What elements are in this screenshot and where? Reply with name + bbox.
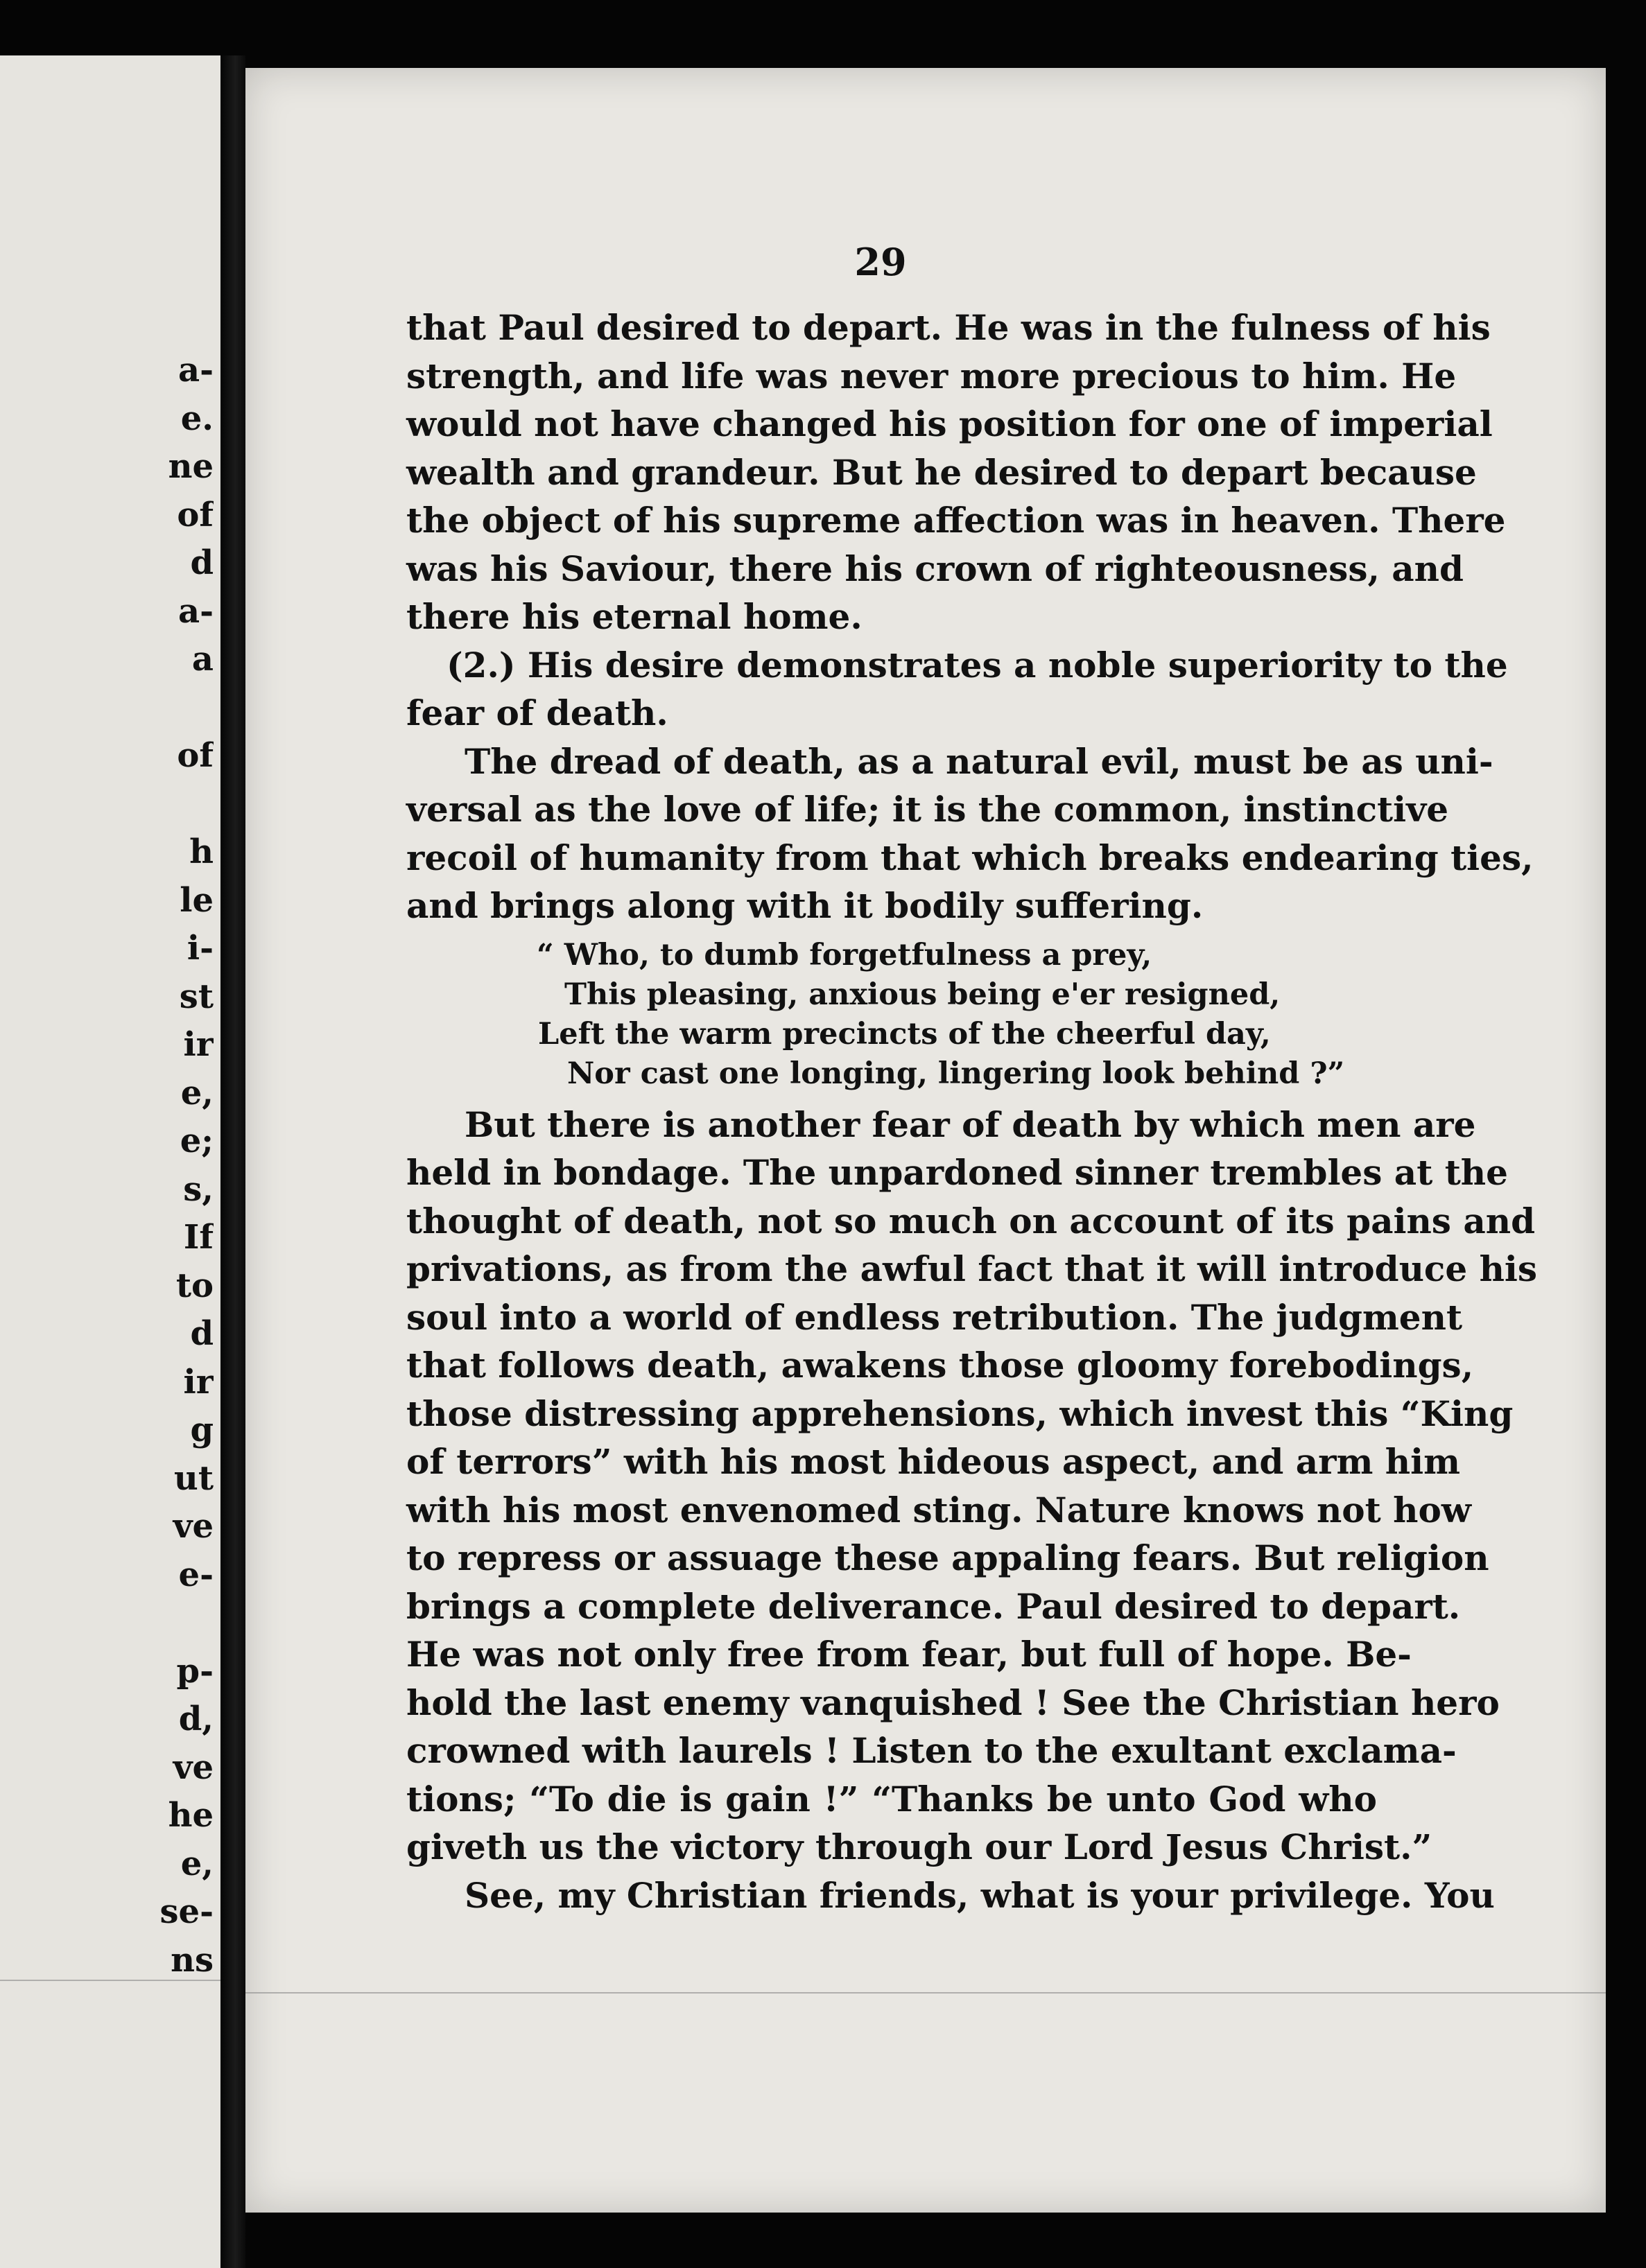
facing-fragment: he bbox=[168, 1796, 214, 1835]
facing-fragment: of bbox=[177, 495, 214, 534]
text-line: the object of his supreme affection was in heaven. There bbox=[406, 500, 1506, 541]
facing-fragment: ir bbox=[183, 1025, 214, 1064]
text-line: The dread of death, as a natural evil, must be as uni- bbox=[465, 740, 1493, 782]
facing-fragment: d, bbox=[178, 1700, 214, 1738]
text-line: But there is another fear of death by which men are bbox=[465, 1104, 1476, 1145]
book-spine bbox=[220, 55, 245, 2268]
text-line: was his Saviour, there his crown of righteousness, and bbox=[406, 548, 1464, 589]
text-line: versal as the love of life; it is the common, instinctive bbox=[406, 789, 1449, 830]
text-line: See, my Christian friends, what is your privilege. You bbox=[465, 1874, 1495, 1916]
facing-fragment: e; bbox=[180, 1122, 214, 1160]
text-line: there his eternal home. bbox=[406, 596, 863, 637]
text-line: wealth and grandeur. But he desired to depart because bbox=[406, 451, 1477, 493]
page-body bbox=[406, 304, 1538, 1919]
facing-fragment: s, bbox=[183, 1169, 214, 1209]
facing-fragment: e. bbox=[180, 399, 214, 438]
verse-line: Left the warm precincts of the cheerful day, bbox=[538, 1016, 1271, 1052]
text-line: soul into a world of endless retribution. The judgment bbox=[406, 1296, 1463, 1338]
text-line: that follows death, awakens those gloomy forebodings, bbox=[406, 1345, 1474, 1386]
text-line: would not have changed his position for one of imperial bbox=[406, 403, 1493, 444]
text-line: privations, as from the awful fact that it will introduce his bbox=[406, 1248, 1538, 1289]
verse-line: “ Who, to dumb forgetfulness a prey, bbox=[537, 937, 1152, 972]
verse-line: Nor cast one longing, lingering look behind ?” bbox=[567, 1056, 1345, 1091]
facing-page-rule bbox=[0, 1980, 220, 1981]
facing-fragment: to bbox=[175, 1266, 214, 1305]
text-line: to repress or assuage these appaling fears. But religion bbox=[406, 1537, 1489, 1578]
book-page bbox=[245, 68, 1606, 2213]
facing-fragment: e- bbox=[178, 1555, 214, 1594]
facing-fragment: se- bbox=[159, 1892, 214, 1931]
facing-fragment: st bbox=[179, 977, 214, 1016]
text-line: hold the last enemy vanquished ! See the Christian hero bbox=[406, 1682, 1500, 1723]
text-line: held in bondage. The unpardoned sinner trembles at the bbox=[406, 1152, 1508, 1193]
facing-fragment: le bbox=[180, 880, 214, 920]
facing-fragment: h bbox=[189, 832, 214, 871]
text-line: (2.) His desire demonstrates a noble superiority to the bbox=[447, 644, 1508, 686]
facing-fragment: a- bbox=[177, 591, 214, 631]
facing-fragment: ns bbox=[171, 1940, 214, 1980]
facing-fragment: ne bbox=[168, 447, 214, 486]
text-line: He was not only free from fear, but full of hope. Be- bbox=[406, 1634, 1412, 1675]
text-line: of terrors” with his most hideous aspect, and arm him bbox=[406, 1441, 1461, 1482]
facing-fragment: a bbox=[191, 640, 214, 679]
facing-fragment: d bbox=[190, 1314, 214, 1353]
verse-line: This pleasing, anxious being e'er resigned, bbox=[564, 977, 1281, 1012]
text-line: crowned with laurels ! Listen to the exultant exclama- bbox=[406, 1730, 1457, 1771]
facing-fragment: ve bbox=[173, 1747, 214, 1787]
text-line: with his most envenomed sting. Nature knows not how bbox=[406, 1489, 1471, 1530]
scan-rule-line bbox=[245, 1992, 1606, 1994]
facing-fragment: e, bbox=[180, 1073, 214, 1113]
facing-page-text bbox=[130, 347, 214, 1984]
facing-fragment: ve bbox=[173, 1507, 214, 1546]
text-line: thought of death, not so much on account of its pains and bbox=[406, 1200, 1536, 1241]
text-line: and brings along with it bodily suffering. bbox=[406, 885, 1204, 926]
facing-fragment: d bbox=[190, 543, 214, 582]
text-line: fear of death. bbox=[406, 692, 668, 733]
text-line: strength, and life was never more precious to him. He bbox=[406, 355, 1457, 396]
text-line: recoil of humanity from that which breaks endearing ties, bbox=[406, 837, 1534, 878]
text-line: brings a complete deliverance. Paul desired to depart. bbox=[406, 1585, 1461, 1627]
facing-fragment: a- bbox=[177, 351, 214, 390]
facing-fragment: e, bbox=[180, 1844, 214, 1883]
poem-quotation bbox=[406, 936, 1377, 1094]
facing-fragment: If bbox=[183, 1218, 214, 1257]
facing-page bbox=[0, 55, 220, 2268]
text-line: that Paul desired to depart. He was in the fulness of his bbox=[406, 307, 1491, 348]
text-line: those distressing apprehensions, which invest this “King bbox=[406, 1393, 1514, 1434]
facing-fragment: p- bbox=[176, 1651, 214, 1691]
facing-fragment: of bbox=[177, 736, 214, 775]
facing-fragment: ut bbox=[173, 1458, 214, 1498]
text-line: tions; “To die is gain !” “Thanks be unto God who bbox=[406, 1778, 1377, 1820]
page-number: 29 bbox=[854, 240, 907, 284]
facing-fragment: ir bbox=[183, 1362, 214, 1402]
text-line: giveth us the victory through our Lord Jesus Christ.” bbox=[406, 1826, 1432, 1867]
facing-fragment: g bbox=[190, 1411, 214, 1449]
facing-fragment: i- bbox=[187, 929, 214, 968]
